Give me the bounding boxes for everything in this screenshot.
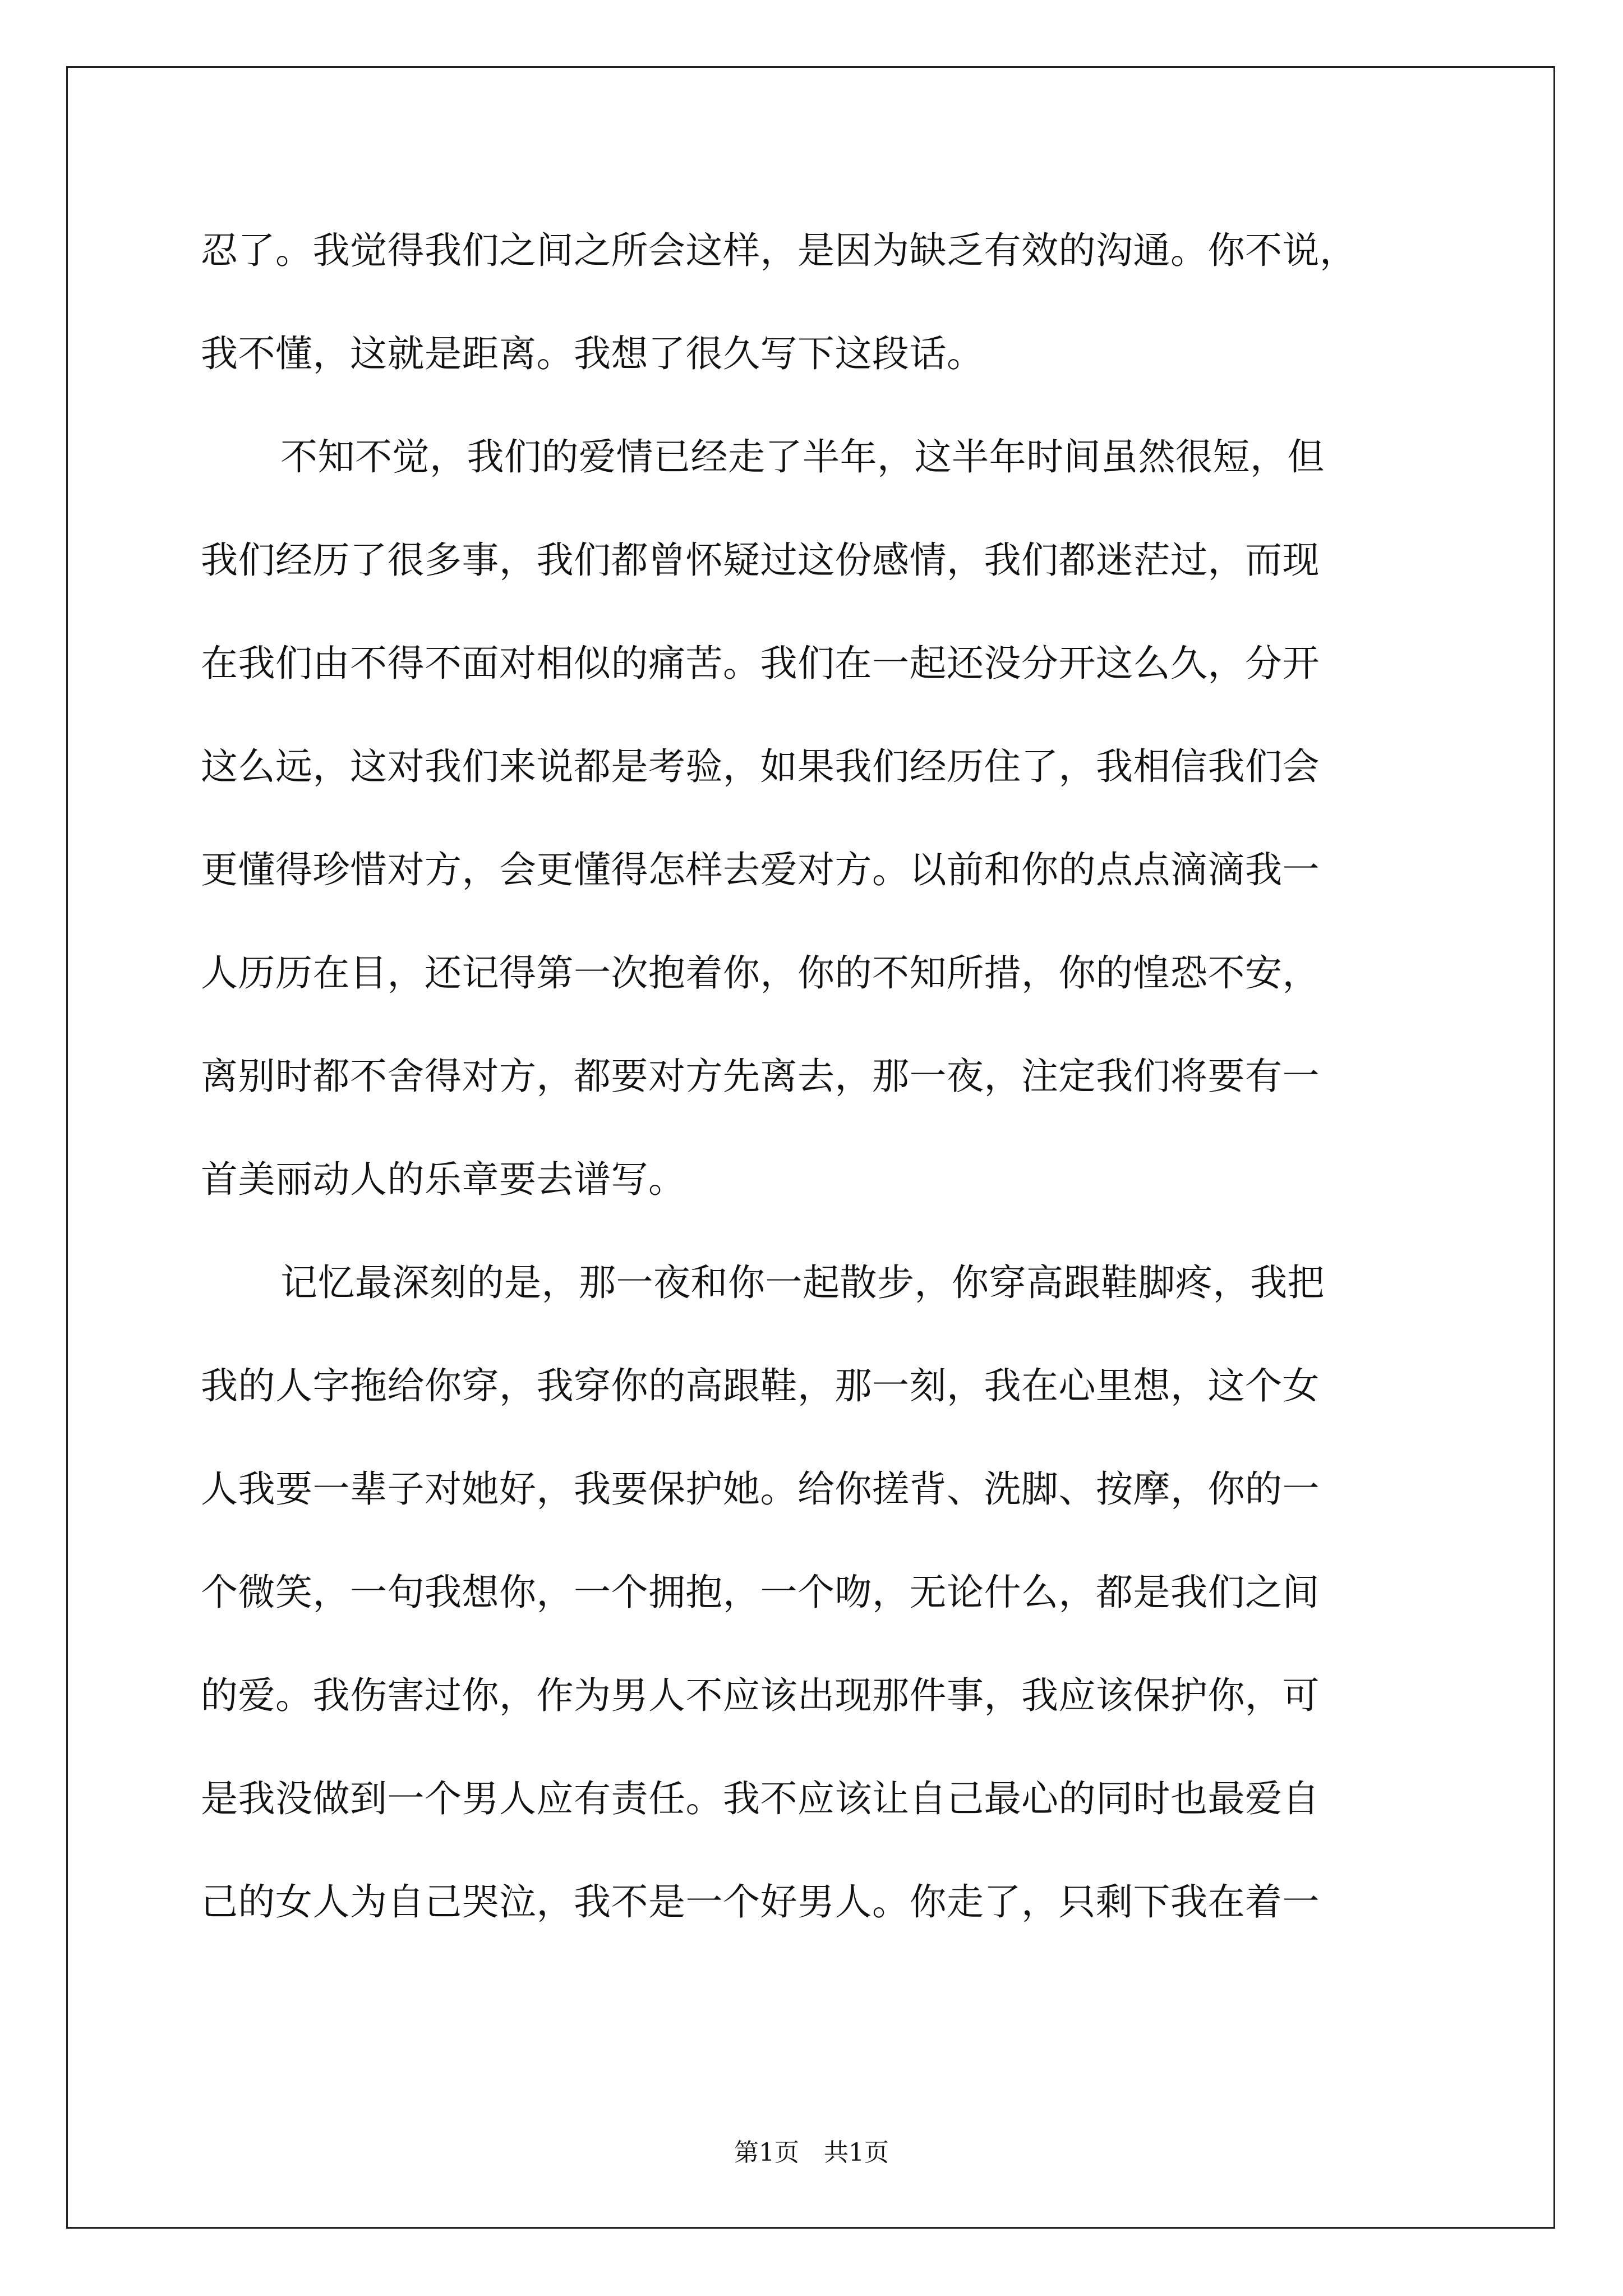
text-line: 己的女人为自己哭泣，我不是一个好男人。你走了，只剩下我在着一 [201,1880,1320,1924]
text-line: 这么远，这对我们来说都是考验，如果我们经历住了，我相信我们会 [201,745,1320,788]
text-line: 我不懂，这就是距离。我想了很久写下这段话。 [201,332,984,375]
text-line: 首美丽动人的乐章要去谱写。 [201,1158,686,1201]
text-line: 的爱。我伤害过你，作为男人不应该出现那件事，我应该保护你，可 [201,1674,1320,1717]
text-line: 不知不觉，我们的爱情已经走了半年，这半年时间虽然很短，但 [280,435,1325,478]
text-line: 我们经历了很多事，我们都曾怀疑过这份感情，我们都迷茫过，而现 [201,539,1320,582]
text-line: 个微笑，一句我想你，一个拥抱，一个吻，无论什么，都是我们之间 [201,1571,1320,1614]
paragraph-3 [201,1231,1423,1954]
text-line: 人我要一辈子对她好，我要保护她。给你搓背、洗脚、按摩，你的一 [201,1467,1320,1511]
text-line: 忍了。我觉得我们之间之所会这样，是因为缺乏有效的沟通。你不说， [201,229,1357,272]
paragraph-1 [201,199,1423,406]
paragraph-2 [201,406,1423,1231]
document-body [201,199,1423,1954]
text-line: 是我没做到一个男人应有责任。我不应该让自己最心的同时也最爱自 [201,1777,1320,1820]
text-line: 我的人字拖给你穿，我穿你的高跟鞋，那一刻，我在心里想，这个女 [201,1364,1320,1407]
text-line: 记忆最深刻的是，那一夜和你一起散步，你穿高跟鞋脚疼，我把 [280,1261,1325,1304]
text-line: 更懂得珍惜对方，会更懂得怎样去爱对方。以前和你的点点滴滴我一 [201,848,1320,891]
text-line: 在我们由不得不面对相似的痛苦。我们在一起还没分开这么久，分开 [201,642,1320,685]
text-line: 人历历在目，还记得第一次抱着你，你的不知所措，你的惶恐不安， [201,951,1320,995]
page-number-footer: 第1页 共1页 [734,2138,889,2167]
text-line: 离别时都不舍得对方，都要对方先离去，那一夜，注定我们将要有一 [201,1055,1320,1098]
